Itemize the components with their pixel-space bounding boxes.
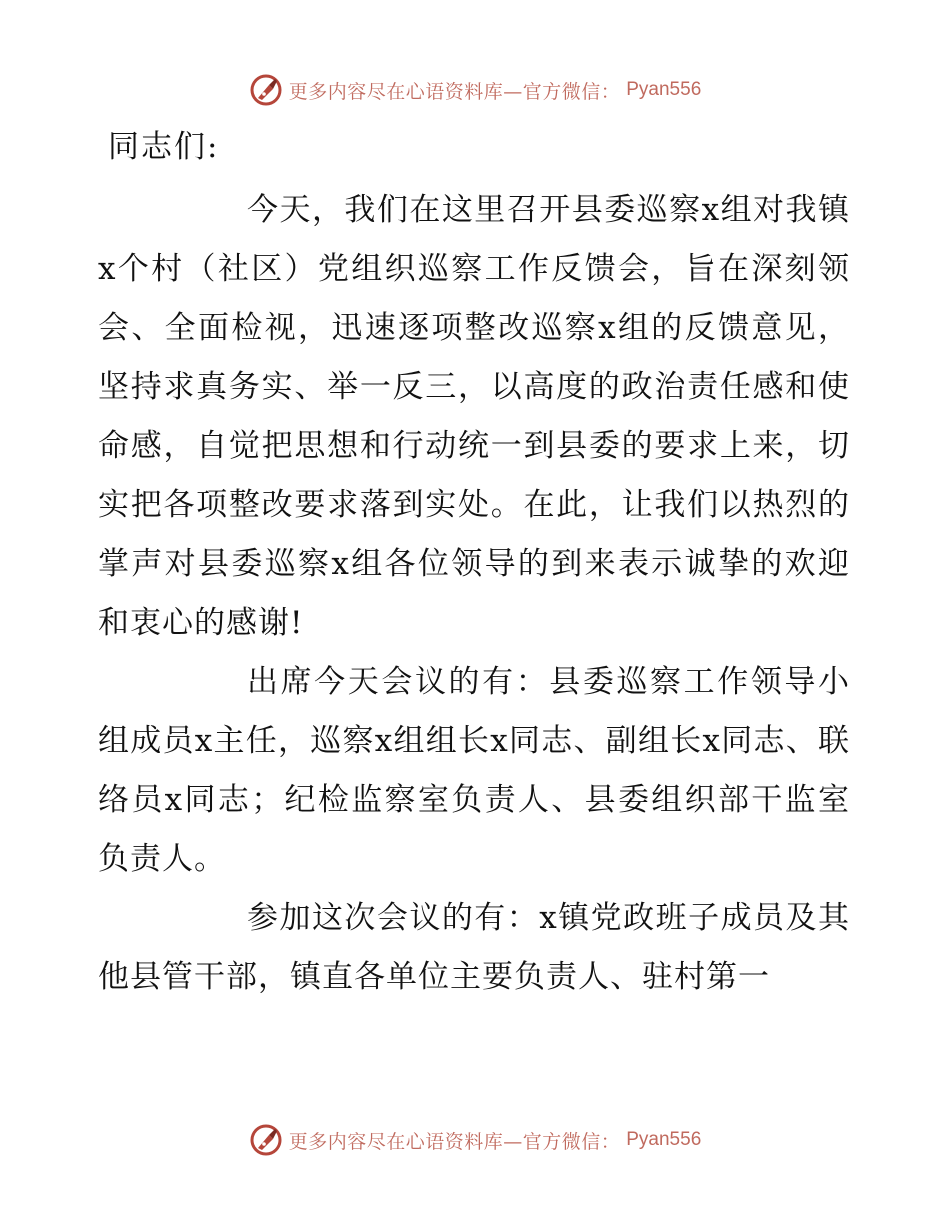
watermark-wechat-id: Pyan556	[626, 79, 702, 100]
paragraph-attendees: 出席今天会议的有：县委巡察工作领导小组成员x主任，巡察x组组长x同志、副组长x同志、联络员x同志；纪检监察室负责人、县委组织部干监室负责人。	[98, 664, 850, 877]
watermark-wechat-id: Pyan556	[626, 1129, 702, 1150]
pen-nib-logo-icon	[249, 1123, 283, 1157]
greeting: 同志们:	[108, 129, 220, 165]
paragraph-opening: 今天，我们在这里召开县委巡察x组对我镇x个村（社区）党组织巡察工作反馈会，旨在深刻领会、全面检视，迅速逐项整改巡察x组的反馈意见，坚持求真务实、举一反三，以高度的政治责任感和使命感，自觉把思想和行动统一到县委的要求上来，切实把各项整改要求落到实处。在此，让我们以热烈的掌声对县委巡察x组各位领导的到来表示诚挚的欢迎和衷心的感谢!	[98, 192, 850, 641]
paragraph-participants: 参加这次会议的有：x镇党政班子成员及其他县管干部，镇直各单位主要负责人、驻村第一	[98, 900, 850, 995]
footer-watermark	[0, 1120, 950, 1160]
document-body	[98, 122, 850, 1007]
watermark-text: 更多内容尽在心语资料库—官方微信：	[288, 80, 621, 103]
header-watermark	[0, 70, 950, 110]
watermark-text: 更多内容尽在心语资料库—官方微信：	[288, 1130, 621, 1153]
pen-nib-logo-icon	[249, 73, 283, 107]
